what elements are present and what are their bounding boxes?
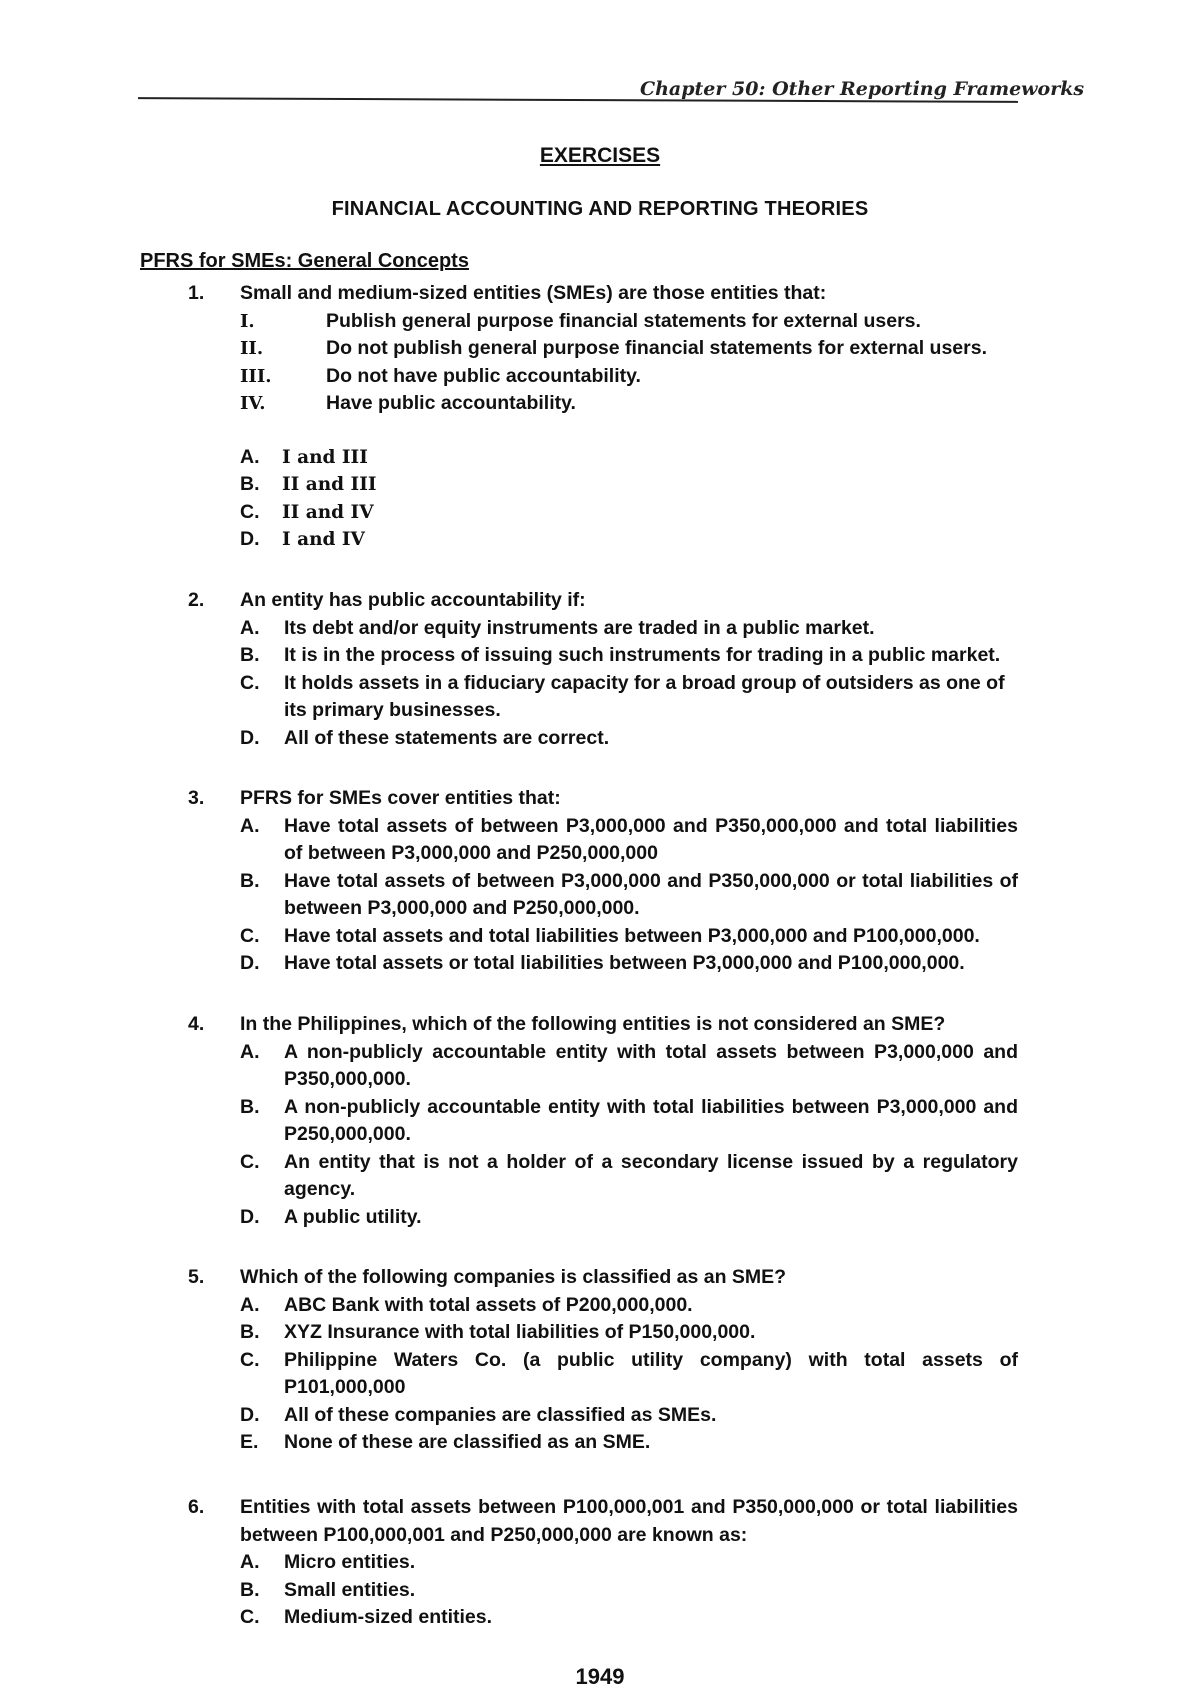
option-label: A. (240, 1293, 260, 1316)
question-1 (188, 280, 1018, 554)
option-text: Have total assets of between P3,000,000 and P350,000,000 or total liabilities of between P3,000,000 and P250,000,000. (284, 869, 1018, 919)
option-label: C. (240, 500, 260, 523)
statement-label: III. (240, 365, 272, 387)
option-text: A non-publicly accountable entity with total liabilities between P3,000,000 and P250,000,000. (284, 1095, 1018, 1145)
question-number: 1. (188, 282, 205, 304)
statement-label: I. (240, 310, 255, 332)
page-number: 1949 (575, 1664, 625, 1689)
option-text: Have total assets of between P3,000,000 and P350,000,000 and total liabilities of between P3,000,000 and P250,000,000 (284, 814, 1018, 864)
option-label: C. (240, 1348, 260, 1371)
option-item (240, 444, 1018, 472)
option-item (240, 813, 1018, 868)
spacer (188, 418, 1018, 444)
option-label: B. (240, 644, 260, 666)
option-item (240, 1577, 1018, 1605)
option-list (240, 813, 1018, 978)
option-label: E. (240, 1431, 259, 1453)
option-label: C. (240, 671, 260, 694)
question-stem: An entity has public accountability if: (240, 589, 586, 611)
option-text: A non-publicly accountable entity with total assets between P3,000,000 and P350,000,000. (284, 1040, 1018, 1090)
option-text: It holds assets in a fiduciary capacity for a broad group of outsiders as one of its primary businesses. (284, 671, 1005, 721)
option-text: It is in the process of issuing such instruments for trading in a public market. (284, 644, 1001, 666)
option-label: D. (240, 1403, 260, 1426)
statement-label: IV. (240, 393, 266, 414)
question-stem: Entities with total assets between P100,000,001 and P350,000,000 or total liabilities between P100,000,001 and P250,000,000 are known as: (240, 1496, 1018, 1546)
option-label: B. (240, 1095, 260, 1118)
statement-list (240, 308, 1018, 418)
option-label: C. (240, 924, 260, 947)
option-item (240, 1549, 1018, 1577)
option-item (240, 868, 1018, 923)
section-title: PFRS for SMEs: General Concepts (140, 250, 469, 272)
option-item (240, 1149, 1018, 1204)
question-number: 5. (188, 1266, 205, 1288)
option-label: D. (240, 528, 260, 550)
option-item (240, 1347, 1018, 1402)
option-text: XYZ Insurance with total liabilities of P150,000,000. (284, 1321, 756, 1343)
question-stem: Which of the following companies is classified as an SME? (240, 1266, 787, 1288)
question-5 (188, 1264, 1018, 1457)
question-number: 2. (188, 589, 205, 611)
option-item (240, 950, 1018, 978)
question-stem: In the Philippines, which of the following entities is not considered an SME? (240, 1013, 946, 1035)
option-item (240, 1292, 1018, 1320)
option-list (240, 615, 1018, 753)
question-stem: PFRS for SMEs cover entities that: (240, 787, 561, 809)
statement-text: Do not have public accountability. (326, 364, 641, 387)
option-item (240, 670, 1018, 725)
option-list (240, 1549, 1018, 1632)
option-label: A. (240, 814, 260, 837)
statement-item (240, 363, 1018, 391)
option-item (240, 923, 1018, 951)
option-item (240, 1604, 1018, 1632)
option-text: Its debt and/or equity instruments are traded in a public market. (284, 616, 875, 639)
option-list (240, 444, 1018, 554)
question-number: 4. (188, 1013, 205, 1035)
option-label: A. (240, 616, 260, 639)
option-item (240, 1039, 1018, 1094)
option-label: D. (240, 726, 260, 749)
option-item (240, 1319, 1018, 1347)
option-label: C. (240, 1606, 260, 1628)
option-item (240, 499, 1018, 527)
chapter-header: Chapter 50: Other Reporting Frameworks (640, 78, 1085, 100)
option-text: I and III (282, 446, 368, 468)
statement-item (240, 308, 1018, 336)
option-text: Have total assets and total liabilities between P3,000,000 and P100,000,000. (284, 924, 980, 947)
option-label: B. (240, 1321, 260, 1343)
question-4 (188, 1011, 1018, 1231)
option-text: None of these are classified as an SME. (284, 1431, 651, 1453)
option-list (240, 1292, 1018, 1457)
option-text: ABC Bank with total assets of P200,000,000. (284, 1293, 693, 1316)
question-2 (188, 587, 1018, 752)
exercises-subtitle: FINANCIAL ACCOUNTING AND REPORTING THEORIES (331, 198, 869, 220)
option-text: A public utility. (284, 1205, 422, 1228)
question-3 (188, 785, 1018, 978)
option-label: B. (240, 473, 260, 495)
option-label: C. (240, 1150, 260, 1173)
option-item (240, 471, 1018, 499)
option-label: D. (240, 952, 260, 974)
option-list (240, 1039, 1018, 1232)
option-item (240, 526, 1018, 554)
exercises-title: EXERCISES (539, 144, 661, 167)
option-text: II and IV (282, 501, 374, 523)
question-stem: Small and medium-sized entities (SMEs) are those entities that: (240, 282, 827, 304)
option-text: Micro entities. (284, 1551, 416, 1573)
option-text: An entity that is not a holder of a secondary license issued by a regulatory agency. (284, 1150, 1018, 1200)
option-label: A. (240, 445, 260, 468)
statement-item (240, 335, 1018, 363)
statement-text: Do not publish general purpose financial statements for external users. (326, 337, 987, 359)
option-label: D. (240, 1205, 260, 1228)
option-label: A. (240, 1551, 260, 1573)
question-6 (188, 1494, 1018, 1632)
option-label: A. (240, 1040, 260, 1063)
option-text: Medium-sized entities. (284, 1606, 493, 1628)
question-number: 3. (188, 787, 205, 809)
option-text: I and IV (282, 529, 365, 550)
option-text: II and III (282, 474, 377, 495)
option-label: B. (240, 869, 260, 892)
option-item (240, 642, 1018, 670)
option-text: All of these companies are classified as SMEs. (284, 1403, 717, 1426)
option-text: Small entities. (284, 1578, 416, 1601)
statement-text: Publish general purpose financial statements for external users. (326, 309, 921, 332)
option-label: B. (240, 1578, 260, 1601)
option-item (240, 1402, 1018, 1430)
option-item (240, 725, 1018, 753)
option-item (240, 1429, 1018, 1457)
option-item (240, 1204, 1018, 1232)
option-text: Philippine Waters Co. (a public utility company) with total assets of P101,000,000 (284, 1348, 1018, 1398)
statement-item (240, 390, 1018, 418)
option-text: All of these statements are correct. (284, 726, 610, 749)
option-item (240, 1094, 1018, 1149)
option-text: Have total assets or total liabilities between P3,000,000 and P100,000,000. (284, 952, 965, 974)
question-number: 6. (188, 1496, 205, 1518)
statement-text: Have public accountability. (326, 392, 576, 414)
statement-label: II. (240, 338, 264, 359)
option-item (240, 615, 1018, 643)
